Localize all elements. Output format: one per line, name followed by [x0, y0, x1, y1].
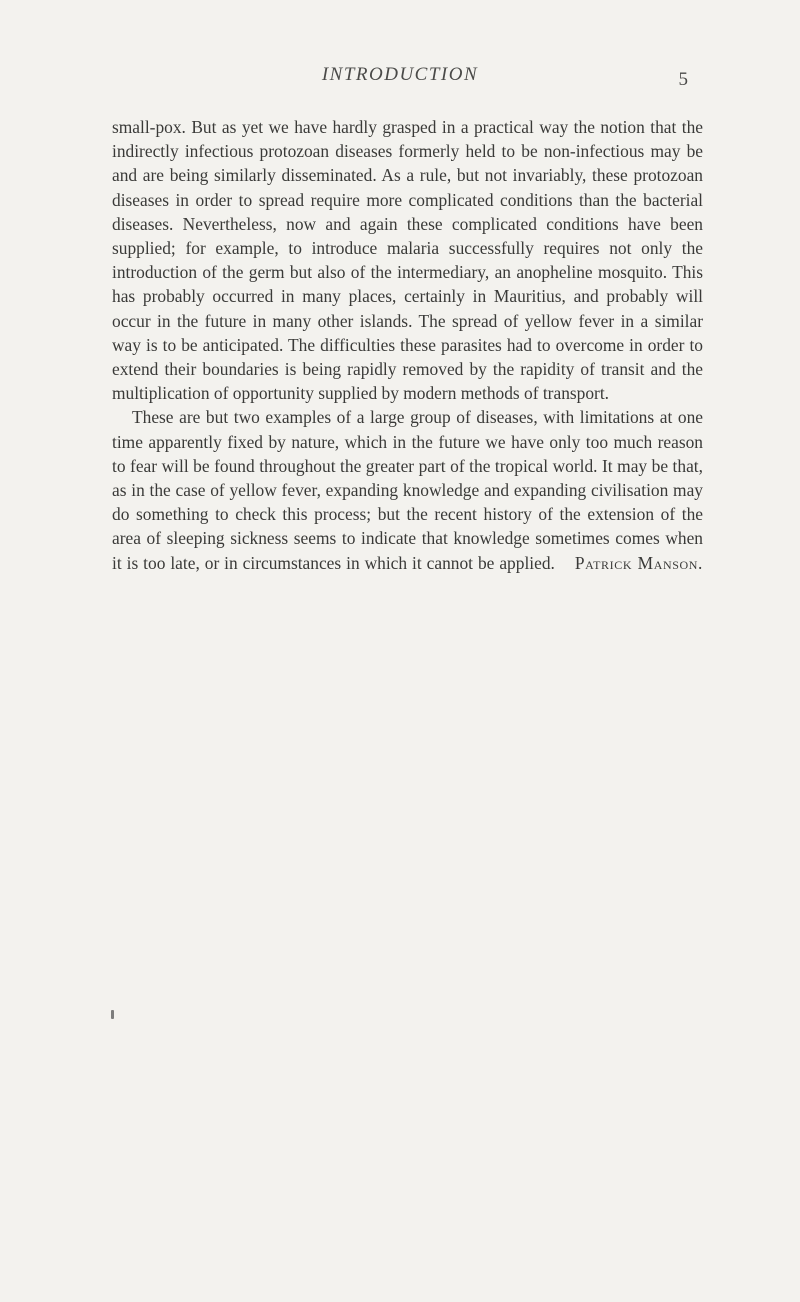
print-speck [111, 1010, 114, 1019]
running-head [0, 64, 800, 88]
page-number: 5 [678, 69, 688, 90]
paragraph-2-text: These are but two examples of a large group of diseases, with limitations at one time apparently fixed by nature, which in the future we have only too much reason to fear will be found throughout the greater part of the tropical world. It may be that, as in the case of yellow fever, expanding knowledge and expanding civilisation may do something to check this process; but the recent history of the extension of the area of sleeping sickness seems to indicate that knowledge sometimes comes when it is too late, or in circumstances in which it cannot be applied. [112, 407, 703, 573]
paragraph-1: small-pox. But as yet we have hardly grasped in a practical way the notion that the indirectly infectious protozoan diseases formerly held to be non-infectious may be and are being similarly disseminated. As a rule, but not invariably, these protozoan diseases in order to spread require more complicated conditions than the bacterial diseases. Nevertheless, now and again these complicated conditions have been supplied; for example, to introduce malaria successfully requires not only the introduction of the germ but also of the intermediary, an anopheline mosquito. This has probably occurred in many places, certainly in Mauritius, and probably will occur in the future in many other islands. The spread of yellow fever in a similar way is to be anticipated. The difficulties these parasites had to overcome in order to extend their boundaries is being rapidly removed by the rapidity of transit and the multiplication of opportunity supplied by modern methods of transport. [112, 117, 703, 404]
running-title: INTRODUCTION [321, 64, 479, 85]
body-text [112, 115, 703, 575]
paragraph-2 [112, 405, 703, 574]
author-signature: Patrick Manson. [574, 552, 703, 573]
